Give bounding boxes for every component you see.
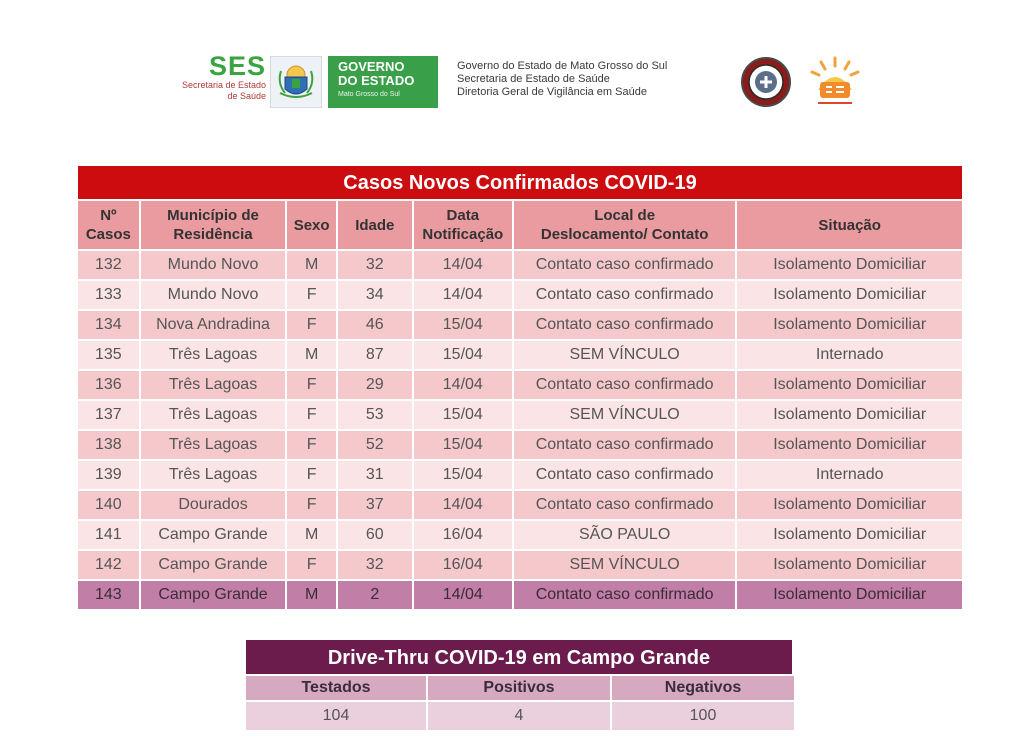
- cell-idade: 37: [338, 491, 412, 521]
- cell-numero-caso: 138: [78, 431, 139, 461]
- cell-numero-caso: 137: [78, 401, 139, 431]
- header-municipio: [141, 201, 286, 251]
- cell-data-notificacao: 14/04: [414, 251, 512, 281]
- cell-municipio: Campo Grande: [141, 581, 286, 611]
- government-logo-line-3: Mato Grosso do Sul: [338, 91, 400, 98]
- drive-thru-value-negativos: 100: [612, 702, 794, 730]
- ses-logo: [158, 52, 266, 102]
- cell-idade: 46: [338, 311, 412, 341]
- cell-sexo: F: [287, 551, 336, 581]
- header-local-deslocamento: [514, 201, 736, 251]
- cell-sexo: F: [287, 431, 336, 461]
- table-row: [78, 281, 962, 311]
- cell-numero-caso: 139: [78, 461, 139, 491]
- cell-idade: 87: [338, 341, 412, 371]
- ses-logo-subtitle-2: de Saúde: [227, 91, 266, 101]
- drive-thru-values-row: [246, 702, 794, 730]
- cell-numero-caso: 142: [78, 551, 139, 581]
- cell-municipio: Campo Grande: [141, 521, 286, 551]
- cell-sexo: M: [287, 341, 336, 371]
- cell-local-deslocamento: SEM VÍNCULO: [514, 551, 736, 581]
- cell-local-deslocamento: SÃO PAULO: [514, 521, 736, 551]
- header-sexo: [287, 201, 336, 251]
- cell-local-deslocamento: Contato caso confirmado: [514, 431, 736, 461]
- table-row: [78, 311, 962, 341]
- cell-municipio: Mundo Novo: [141, 251, 286, 281]
- cell-sexo: M: [287, 581, 336, 611]
- header-numero-casos-line: Casos: [85, 226, 131, 243]
- cell-situacao: Isolamento Domiciliar: [737, 521, 962, 551]
- health-seal-icon: [740, 56, 792, 108]
- cell-idade: 60: [338, 521, 412, 551]
- cell-local-deslocamento: Contato caso confirmado: [514, 371, 736, 401]
- cell-situacao: Isolamento Domiciliar: [737, 581, 962, 611]
- drive-thru-header-positivos: Positivos: [428, 676, 610, 702]
- cell-numero-caso: 133: [78, 281, 139, 311]
- cell-idade: 34: [338, 281, 412, 311]
- header-data-notificacao: [414, 201, 512, 251]
- cell-municipio: Três Lagoas: [141, 431, 286, 461]
- cell-sexo: M: [287, 521, 336, 551]
- ses-logo-subtitle-1: Secretaria de Estado: [181, 80, 266, 90]
- cell-situacao: Isolamento Domiciliar: [737, 431, 962, 461]
- drive-thru-value-testados: 104: [246, 702, 426, 730]
- header-numero-casos-line: Nº: [100, 207, 117, 224]
- cell-sexo: F: [287, 401, 336, 431]
- government-caption: [457, 60, 667, 99]
- drive-thru-header-negativos: Negativos: [612, 676, 794, 702]
- drive-thru-table: [244, 676, 796, 730]
- table-row: [78, 551, 962, 581]
- cell-numero-caso: 134: [78, 311, 139, 341]
- header-data-notificacao-line: Data: [446, 207, 480, 224]
- cell-numero-caso: 136: [78, 371, 139, 401]
- government-logo-line-2: DO ESTADO: [338, 73, 415, 88]
- cell-sexo: F: [287, 371, 336, 401]
- cell-numero-caso: 135: [78, 341, 139, 371]
- cell-local-deslocamento: Contato caso confirmado: [514, 581, 736, 611]
- cases-table-body: [78, 251, 962, 611]
- cell-local-deslocamento: Contato caso confirmado: [514, 251, 736, 281]
- page-header: [0, 0, 1024, 130]
- cell-data-notificacao: 14/04: [414, 281, 512, 311]
- cell-idade: 32: [338, 551, 412, 581]
- state-coat-of-arms-icon: [270, 56, 322, 108]
- table-row: [78, 581, 962, 611]
- header-data-notificacao-line: Notificação: [422, 226, 504, 243]
- header-idade: [338, 201, 412, 251]
- cell-data-notificacao: 15/04: [414, 401, 512, 431]
- cell-situacao: Isolamento Domiciliar: [737, 551, 962, 581]
- cell-data-notificacao: 16/04: [414, 551, 512, 581]
- cell-situacao: Isolamento Domiciliar: [737, 251, 962, 281]
- header-municipio-line: Residência: [173, 226, 253, 243]
- header-sexo-line: Sexo: [293, 216, 330, 234]
- cell-local-deslocamento: Contato caso confirmado: [514, 311, 736, 341]
- cell-sexo: M: [287, 251, 336, 281]
- ses-logo-title: SES: [208, 51, 266, 81]
- table-row: [78, 251, 962, 281]
- drive-thru-section: [246, 640, 792, 730]
- cell-sexo: F: [287, 281, 336, 311]
- government-logo: [328, 56, 438, 108]
- header-local-deslocamento-line: Deslocamento/ Contato: [540, 226, 709, 243]
- table-row: [78, 371, 962, 401]
- cell-municipio: Campo Grande: [141, 551, 286, 581]
- cell-situacao: Isolamento Domiciliar: [737, 281, 962, 311]
- cell-numero-caso: 140: [78, 491, 139, 521]
- cell-local-deslocamento: Contato caso confirmado: [514, 281, 736, 311]
- header-situacao: [737, 201, 962, 251]
- cell-sexo: F: [287, 461, 336, 491]
- table-row: [78, 401, 962, 431]
- cell-municipio: Mundo Novo: [141, 281, 286, 311]
- cell-situacao: Isolamento Domiciliar: [737, 311, 962, 341]
- cell-idade: 31: [338, 461, 412, 491]
- cell-numero-caso: 132: [78, 251, 139, 281]
- cases-table-section: [78, 166, 962, 611]
- cell-municipio: Três Lagoas: [141, 341, 286, 371]
- cell-situacao: Internado: [737, 461, 962, 491]
- drive-thru-title: Drive-Thru COVID-19 em Campo Grande: [246, 640, 792, 676]
- cell-data-notificacao: 14/04: [414, 581, 512, 611]
- header-local-deslocamento-line: Local de: [594, 207, 656, 224]
- cell-data-notificacao: 15/04: [414, 431, 512, 461]
- cell-sexo: F: [287, 311, 336, 341]
- cell-local-deslocamento: SEM VÍNCULO: [514, 401, 736, 431]
- cell-data-notificacao: 15/04: [414, 341, 512, 371]
- cell-idade: 53: [338, 401, 412, 431]
- cell-idade: 52: [338, 431, 412, 461]
- coe-logo-icon: [806, 54, 864, 110]
- government-caption-line-2: Secretaria de Estado de Saúde: [457, 73, 610, 85]
- government-logo-line-1: GOVERNO: [338, 59, 405, 74]
- table-row: [78, 341, 962, 371]
- drive-thru-header-testados: Testados: [246, 676, 426, 702]
- cell-idade: 32: [338, 251, 412, 281]
- cell-idade: 2: [338, 581, 412, 611]
- cell-situacao: Internado: [737, 341, 962, 371]
- cases-table-title: Casos Novos Confirmados COVID-19: [78, 166, 962, 201]
- government-caption-line-1: Governo do Estado de Mato Grosso do Sul: [457, 60, 668, 72]
- cell-data-notificacao: 16/04: [414, 521, 512, 551]
- cell-local-deslocamento: SEM VÍNCULO: [514, 341, 736, 371]
- cell-sexo: F: [287, 491, 336, 521]
- cell-situacao: Isolamento Domiciliar: [737, 491, 962, 521]
- cell-municipio: Três Lagoas: [141, 461, 286, 491]
- cell-numero-caso: 141: [78, 521, 139, 551]
- cell-idade: 29: [338, 371, 412, 401]
- cell-numero-caso: 143: [78, 581, 139, 611]
- header-numero-casos: [78, 201, 139, 251]
- drive-thru-header-row: [246, 676, 794, 702]
- cell-data-notificacao: 15/04: [414, 311, 512, 341]
- header-idade-line: Idade: [355, 216, 395, 234]
- table-row: [78, 431, 962, 461]
- cell-municipio: Três Lagoas: [141, 371, 286, 401]
- cases-table-header-row: [78, 201, 962, 251]
- cases-table: [76, 201, 964, 611]
- table-row: [78, 521, 962, 551]
- drive-thru-value-positivos: 4: [428, 702, 610, 730]
- cell-municipio: Nova Andradina: [141, 311, 286, 341]
- header-municipio-line: Município de: [167, 207, 259, 224]
- cell-data-notificacao: 15/04: [414, 461, 512, 491]
- cell-situacao: Isolamento Domiciliar: [737, 371, 962, 401]
- cell-data-notificacao: 14/04: [414, 491, 512, 521]
- table-row: [78, 491, 962, 521]
- cell-situacao: Isolamento Domiciliar: [737, 401, 962, 431]
- cell-data-notificacao: 14/04: [414, 371, 512, 401]
- cell-municipio: Dourados: [141, 491, 286, 521]
- cell-local-deslocamento: Contato caso confirmado: [514, 491, 736, 521]
- cell-local-deslocamento: Contato caso confirmado: [514, 461, 736, 491]
- header-situacao-line: Situação: [818, 216, 881, 234]
- table-row: [78, 461, 962, 491]
- government-caption-line-3: Diretoria Geral de Vigilância em Saúde: [457, 86, 647, 98]
- cell-municipio: Três Lagoas: [141, 401, 286, 431]
